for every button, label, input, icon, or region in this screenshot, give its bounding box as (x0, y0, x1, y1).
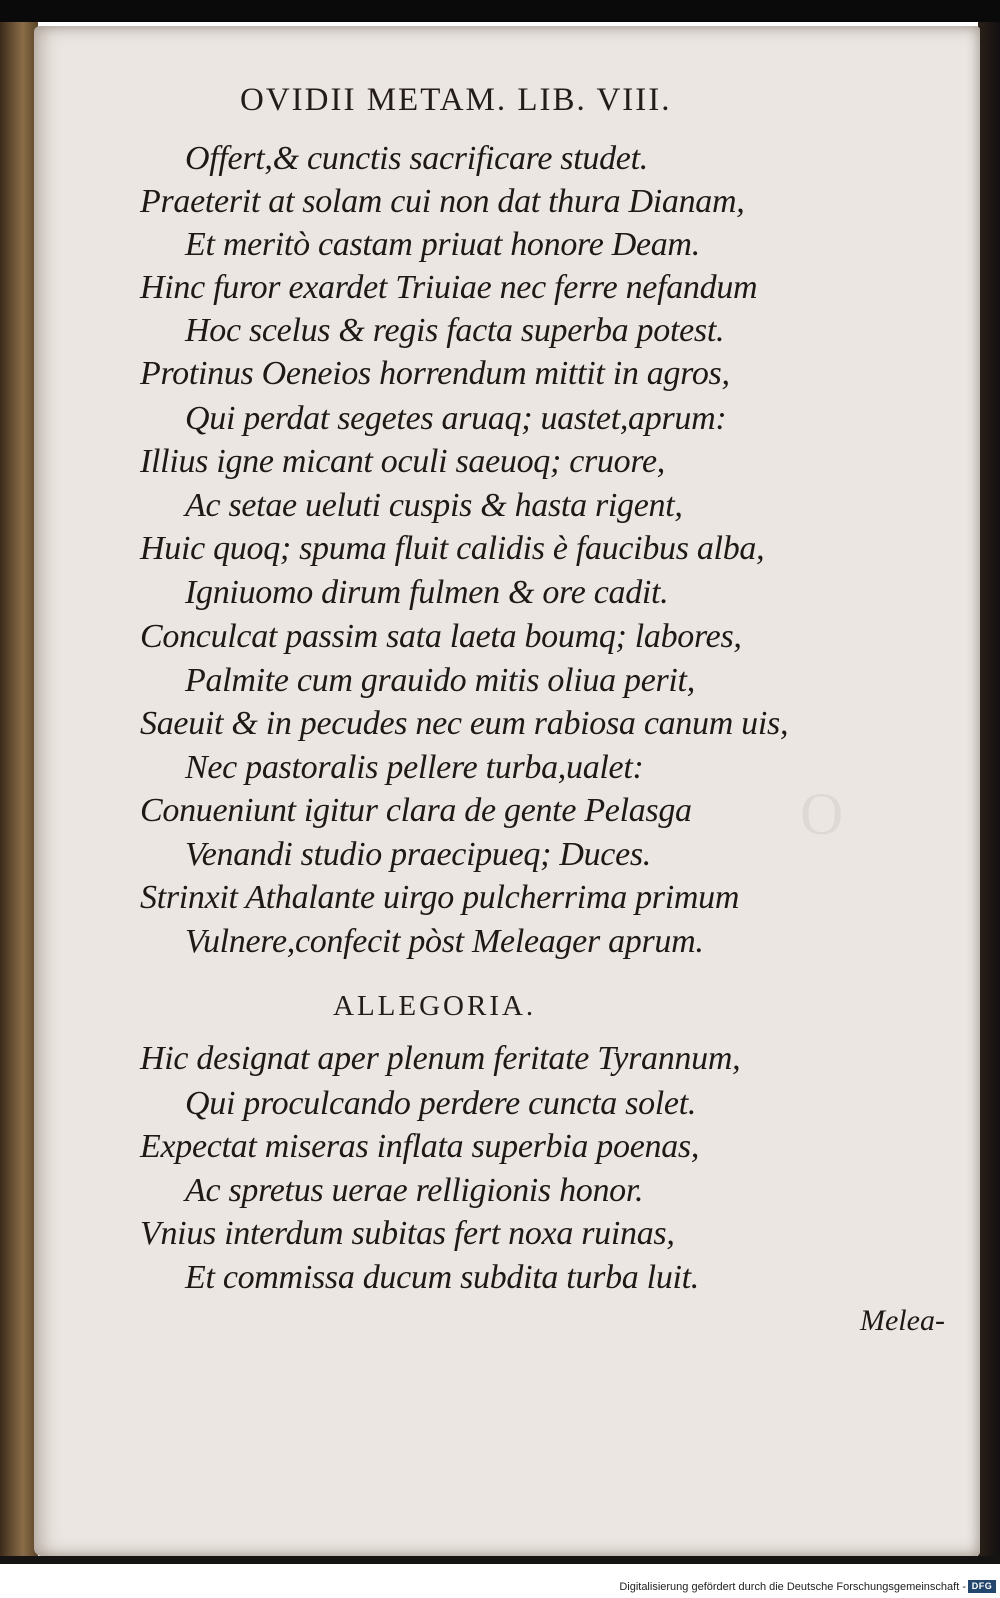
verse-line: Saeuit & in pecudes nec eum rabiosa canum uis, (140, 705, 789, 742)
verse-line: Conueniunt igitur clara de gente Pelasga (140, 792, 692, 829)
verse-line: Hinc furor exardet Triuiae nec ferre nefandum (140, 269, 758, 306)
allegoria-verse-line: Vnius interdum subitas fert noxa ruinas, (140, 1215, 675, 1252)
dfg-logo: DFG (968, 1580, 996, 1593)
verse-line: Strinxit Athalante uirgo pulcherrima primum (140, 879, 740, 916)
funding-credit: Digitalisierung gefördert durch die Deutsche Forschungsgemeinschaft - (619, 1581, 966, 1593)
bleed-through-letter: O (800, 781, 844, 847)
allegoria-verse-line: Hic designat aper plenum feritate Tyrannum, (140, 1040, 741, 1077)
section-heading: ALLEGORIA. (333, 990, 537, 1022)
verse-line: Nec pastoralis pellere turba,ualet: (185, 749, 644, 786)
verse-line: Palmite cum grauido mitis oliua perit, (185, 662, 695, 699)
verse-line: Igniuomo dirum fulmen & ore cadit. (185, 574, 669, 611)
catchword: Melea- (860, 1304, 945, 1337)
verse-line: Conculcat passim sata laeta boumq; labores, (140, 618, 742, 655)
verse-line: Qui perdat segetes aruaq; uastet,aprum: (185, 400, 727, 437)
verse-line: Venandi studio praecipueq; Duces. (185, 836, 652, 873)
book-spine-edge (0, 22, 38, 1562)
running-head: OVIDII METAM. LIB. VIII. (240, 82, 672, 118)
verse-line: Illius igne micant oculi saeuoq; cruore, (140, 443, 665, 480)
allegoria-verse-line: Ac spretus uerae relligionis honor. (185, 1172, 644, 1209)
allegoria-verse-line: Expectat miseras inflata superbia poenas, (140, 1128, 700, 1165)
verse-line: Huic quoq; spuma fluit calidis è faucibus alba, (140, 530, 765, 567)
verse-line: Ac setae ueluti cuspis & hasta rigent, (185, 487, 683, 524)
scanner-top-band (0, 0, 1000, 22)
verse-line: Vulnere,confecit pòst Meleager aprum. (185, 923, 704, 960)
verse-line: Protinus Oeneios horrendum mittit in agros, (140, 355, 730, 392)
verse-line: Offert,& cunctis sacrificare studet. (185, 140, 648, 177)
book-fore-edge (978, 22, 1000, 1562)
scanner-bottom-band (0, 1556, 1000, 1564)
verse-line: Et meritò castam priuat honore Deam. (185, 226, 700, 263)
verse-line: Hoc scelus & regis facta superba potest. (185, 312, 725, 349)
allegoria-verse-line: Qui proculcando perdere cuncta solet. (185, 1085, 697, 1122)
allegoria-verse-line: Et commissa ducum subdita turba luit. (185, 1259, 700, 1296)
verse-line: Praeterit at solam cui non dat thura Dianam, (140, 183, 745, 220)
